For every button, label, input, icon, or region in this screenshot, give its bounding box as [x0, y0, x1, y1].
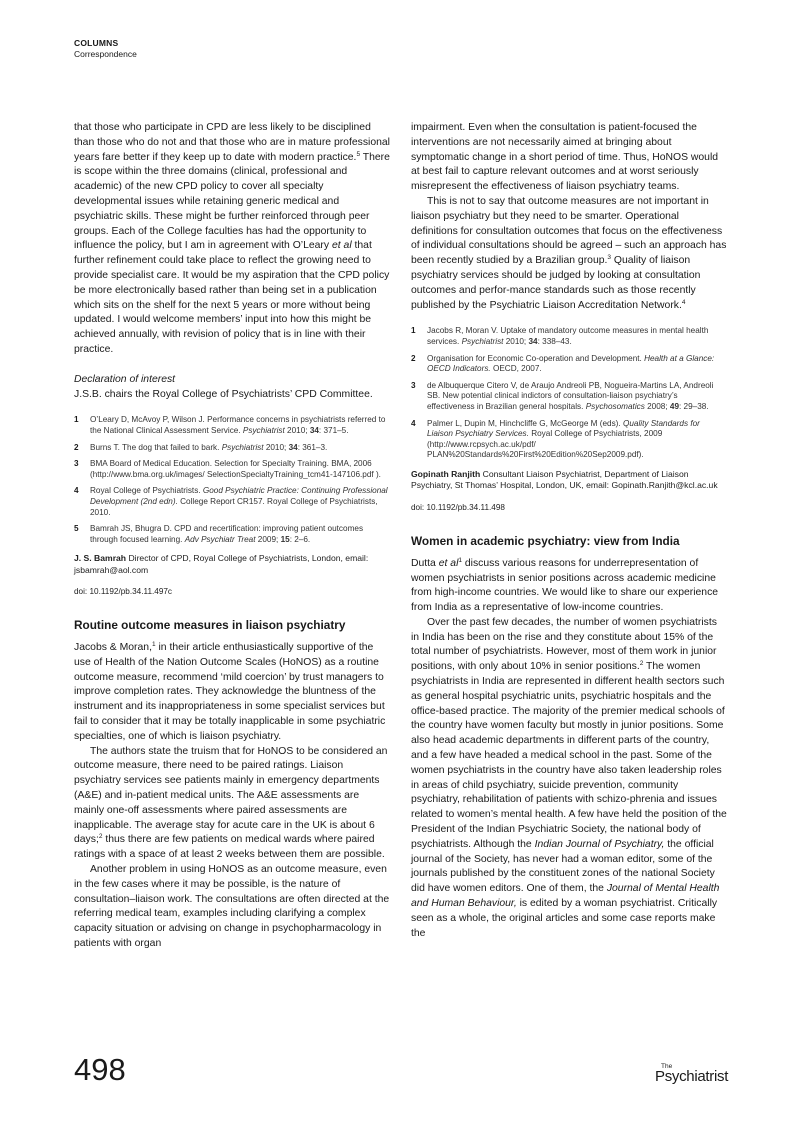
right-column [411, 121, 727, 941]
reference-number: 2 [74, 442, 79, 452]
body-paragraph [74, 863, 390, 952]
body-paragraph [74, 641, 390, 745]
reference-number: 4 [74, 486, 79, 496]
subsection-label: Correspondence [74, 49, 137, 59]
text-run: Journal of Mental Health and Human Behaviour, [411, 883, 720, 910]
text-run: Adv Psychiatr Treat [184, 534, 256, 544]
text-run: in their article enthusiastically supportive of the use of Health of the Nation Outcome Scales (HoNOS) as a routine outcome measure, recommend ‘mild coercion’ by trust managers to improve completion rates. They acknowledge the bluntness of the instrument and its inappropriateness in some specialist services but fail to consider that it may be totally inapplicable in some psychiatric specialties, one of which is liaison psychiatry. [74, 642, 386, 742]
body-paragraph [411, 557, 727, 616]
text-run: The authors state the truism that for HoNOS to be considered an outcome measure, there need to be paired ratings. Liaison psychiatry services see patients mainly in emergency departments (A&E) and in-patient medical units. The A&E assessments are mainly one-off assessments where paired assessments are inapplicable. The average stay for acute care in the UK is about 6 days; [74, 745, 388, 846]
text-run: 34 [309, 425, 319, 435]
text-run: Bamrah JS, Bhugra D. CPD and recertification: improving patient outcomes through focused learning. [90, 524, 364, 544]
text-run: thus there are few patients on medical wards where paired ratings with a space of at least 2 weeks between them are possible. [74, 834, 385, 861]
reference-item [411, 354, 727, 375]
text-run: Another problem in using HoNOS as an outcome measure, even in the few cases where it may be possible, is the nature of consultation–liaison work. The consultations are often directed at the referring medical team, examples including clarifying a complex capacity situation or advising on change in psychopharmacology in patients with organ [74, 864, 390, 950]
text-run: the official journal of the Society, has never had a woman editor, some of the journals published by the constituent zones of the national Society did have women editors. One of them, the [411, 838, 715, 895]
doi: doi: 10.1192/pb.34.11.498 [411, 502, 505, 512]
text-run: impairment. Even when the consultation is patient-focused the interventions are not necessarily aimed at bringing about symptomatic change in a short period of time. Thus, HoNOS would at best fail to capture relevant outcomes and at worst seriously misrepresent the effectiveness of liaison psychiatry teams. [411, 122, 719, 193]
body-paragraph [411, 616, 727, 942]
text-run: Royal College of Psychiatrists. [90, 486, 203, 496]
citation-superscript: 1 [151, 641, 156, 649]
text-run: 15 [280, 534, 290, 544]
text-run: Psychiatrist [221, 442, 264, 452]
text-run: Quality of liaison psychiatry services should be judged by looking at consultation outcomes and perfor-mance standards such as those recently published by the Psychiatric Liaison Accreditation Network. [411, 255, 701, 311]
text-run: Dutta [411, 557, 439, 569]
text-run: Health at a Glance: OECD Indicators. [427, 353, 715, 374]
text-run: : 371–5. [318, 425, 349, 435]
text-run: Indian Journal of Psychiatry, [534, 838, 665, 850]
citation-superscript: 1 [458, 556, 462, 564]
body-paragraph [411, 121, 727, 195]
text-run: de Albuquerque Citero V, de Araujo Andreoli PB, Nogueira-Martins LA, Andreoli SB. New potential clinical indictors of consultation-liaison psychiatry’s effectiveness in Brazilian general hospitals. [427, 380, 714, 411]
text-run: et al [331, 240, 352, 252]
text-run: 2009; [255, 534, 281, 544]
text-run: Quality Standards for Liaison Psychiatry Services. [427, 418, 700, 439]
text-run: There is scope within the three domains (clinical, professional and academic) of the new CPD policy to cover all specialty developmental issues while retaining generic medical and psychiatric skills. These might be further reinforced through peer groups. Each of the College faculties has had the opportunity to influence the policy, but I am in agreement with O’Leary [74, 151, 390, 252]
reference-item [74, 486, 390, 518]
text-run: 49 [669, 401, 679, 411]
text-run: Psychiatrist [461, 336, 504, 346]
text-run: BMA Board of Medical Education. Selection for Specialty Training. BMA, 2006 (http://www.bma.org.uk/images/ SelectionSpecialtyTraining_tcm41-147106.pdf ). [90, 459, 381, 479]
doi: doi: 10.1192/pb.34.11.497c [74, 587, 173, 597]
text-run: OECD, 2007. [490, 364, 542, 374]
text-run: Burns T. The dog that failed to bark. [90, 442, 222, 452]
text-run: O’Leary D, McAvoy P, Wilson J. Performance concerns in psychiatrists referred to the National Clinical Assessment Service. [90, 415, 386, 435]
section-label: COLUMNS [74, 38, 119, 48]
logo-the: The [661, 1063, 673, 1070]
text-run: Psychiatrist [242, 425, 285, 435]
text-run: : 2–6. [289, 534, 311, 544]
text-run: that further refinement could take place to reflect the growing need to provide specialist care. It would be my aspiration that the CPD policy be more electronically based rather than being set in a publication which sits on the shelf for the next 5 years or more without being updated. I would welcome members’ input into how this might be achieved annually, with revision of policy that is in line with their practice. [74, 240, 390, 355]
article-title: Routine outcome measures in liaison psychiatry [74, 618, 346, 633]
text-run: et al [438, 557, 459, 569]
page-number: 498 [74, 1052, 126, 1087]
declaration-text: J.S.B. chairs the Royal College of Psychiatrists’ CPD Committee. [74, 388, 373, 400]
left-column [74, 121, 390, 952]
text-run: 2010; [284, 425, 310, 435]
reference-item [411, 381, 727, 413]
text-run: 34 [288, 442, 298, 452]
citation-superscript: 2 [98, 833, 103, 841]
text-run: 2008; [644, 401, 670, 411]
body-paragraph [74, 745, 390, 863]
text-run: Psychosomatics [585, 401, 645, 411]
reference-number: 4 [411, 418, 416, 428]
declaration-title: Declaration of interest [74, 373, 176, 385]
text-run: Royal College of Psychiatrists, 2009 (http://www.rcpsych.ac.uk/pdf/ PLAN%20Standards%20First%20Edition%20Sep2009.pdf). [427, 429, 663, 460]
author-name: J. S. Bamrah [74, 553, 127, 564]
logo-name: Psychiatrist [655, 1068, 729, 1085]
reference-item [411, 419, 727, 461]
text-run: The women psychiatrists in India are represented in different health sectors such as general hospital psychiatric units, psychiatric hospitals and the office-based practice. The majority of the premier medical schools of the country have women faculty but mostly in junior positions. Some also head academic departments in different parts of the country, and a few have headed a medical school in the past. Some of the women psychiatrists in the country have also taken leadership roles in areas of child psychiatry, suicide prevention, community psychiatry, rehabilitation of patients with schizo-phrenia and issues related to women’s mental health. A few have held the position of the President of the Indian Psychiatric Society, the national body of psychiatrists. Although the [411, 661, 727, 850]
article-title: Women in academic psychiatry: view from India [411, 533, 680, 548]
author-block [74, 553, 390, 576]
text-run: that those who participate in CPD are less likely to be disciplined than those who do not and that those who are in mature professional years fare better if they keep up to date with modern practice. [74, 122, 390, 163]
text-run: Organisation for Economic Co-operation and Development. [427, 353, 645, 363]
reference-number: 3 [74, 459, 79, 469]
reference-item [74, 443, 390, 454]
text-run: Jacobs & Moran, [74, 642, 152, 654]
running-header [74, 38, 137, 60]
text-run: 2010; [263, 442, 289, 452]
reference-item [74, 415, 390, 436]
text-run: 34 [528, 336, 538, 346]
reference-number: 2 [411, 353, 416, 363]
text-run: is edited by a woman psychiatrist. Critically seen as a whole, the original articles and some case reports make the [411, 898, 718, 939]
reference-number: 3 [411, 380, 416, 390]
journal-logo [655, 1063, 729, 1087]
reference-item [411, 326, 727, 347]
text-run: : 29–38. [679, 401, 709, 411]
reference-list [411, 326, 727, 461]
citation-superscript: 5 [356, 150, 361, 158]
text-run: : 338–43. [537, 336, 572, 346]
citation-superscript: 3 [607, 254, 612, 262]
text-run: This is not to say that outcome measures are not important in liaison psychiatry but they need to be smarter. Operational definitions for consultation outcomes that focus on the effectiveness of individual consultations should be agreed – such an approach has been recently studied by a Brazilian group. [411, 195, 727, 267]
reference-item [74, 459, 390, 480]
citation-superscript: 4 [681, 298, 686, 306]
text-run: Over the past few decades, the number of women psychiatrists in India has been on the rise and they constitute about 15% of the total number of psychiatrists. However, most of them work in junior positions, with only about 10% in senior positions. [411, 616, 717, 673]
body-paragraph [411, 195, 727, 313]
reference-item [74, 524, 390, 545]
citation-superscript: 2 [639, 660, 644, 668]
reference-number: 1 [411, 326, 416, 336]
text-run: : 361–3. [297, 442, 328, 452]
text-run: Palmer L, Dupin M, Hinchcliffe G, McGeorge M (eds). [427, 418, 623, 428]
text-run: College Report CR157. Royal College of Psychiatrists, 2010. [90, 496, 378, 517]
body-paragraph [74, 121, 390, 358]
author-affiliation: Consultant Liaison Psychiatrist, Department of Liaison Psychiatry, St Thomas’ Hospital, London, UK, email: Gopinath.Ranjith@kcl.ac.uk [411, 468, 718, 491]
author-name: Gopinath Ranjith [411, 468, 481, 479]
reference-number: 5 [74, 524, 79, 534]
author-block [411, 469, 727, 492]
author-affiliation: Director of CPD, Royal College of Psychiatrists, London, email: jsbamrah@aol.com [74, 553, 369, 575]
reference-number: 1 [74, 415, 79, 425]
reference-list [74, 415, 390, 545]
text-run: Jacobs R, Moran V. Uptake of mandatory outcome measures in mental health services. [427, 326, 709, 346]
text-run: Good Psychiatric Practice: Continuing Professional Development (2nd edn). [90, 486, 388, 506]
text-run: 2010; [503, 336, 529, 346]
text-run: discuss various reasons for underrepresentation of women psychiatrists in senior positions across academic medicine from high-income countries. We would like to share our experience from India as a representative of low-income countries. [411, 557, 719, 614]
